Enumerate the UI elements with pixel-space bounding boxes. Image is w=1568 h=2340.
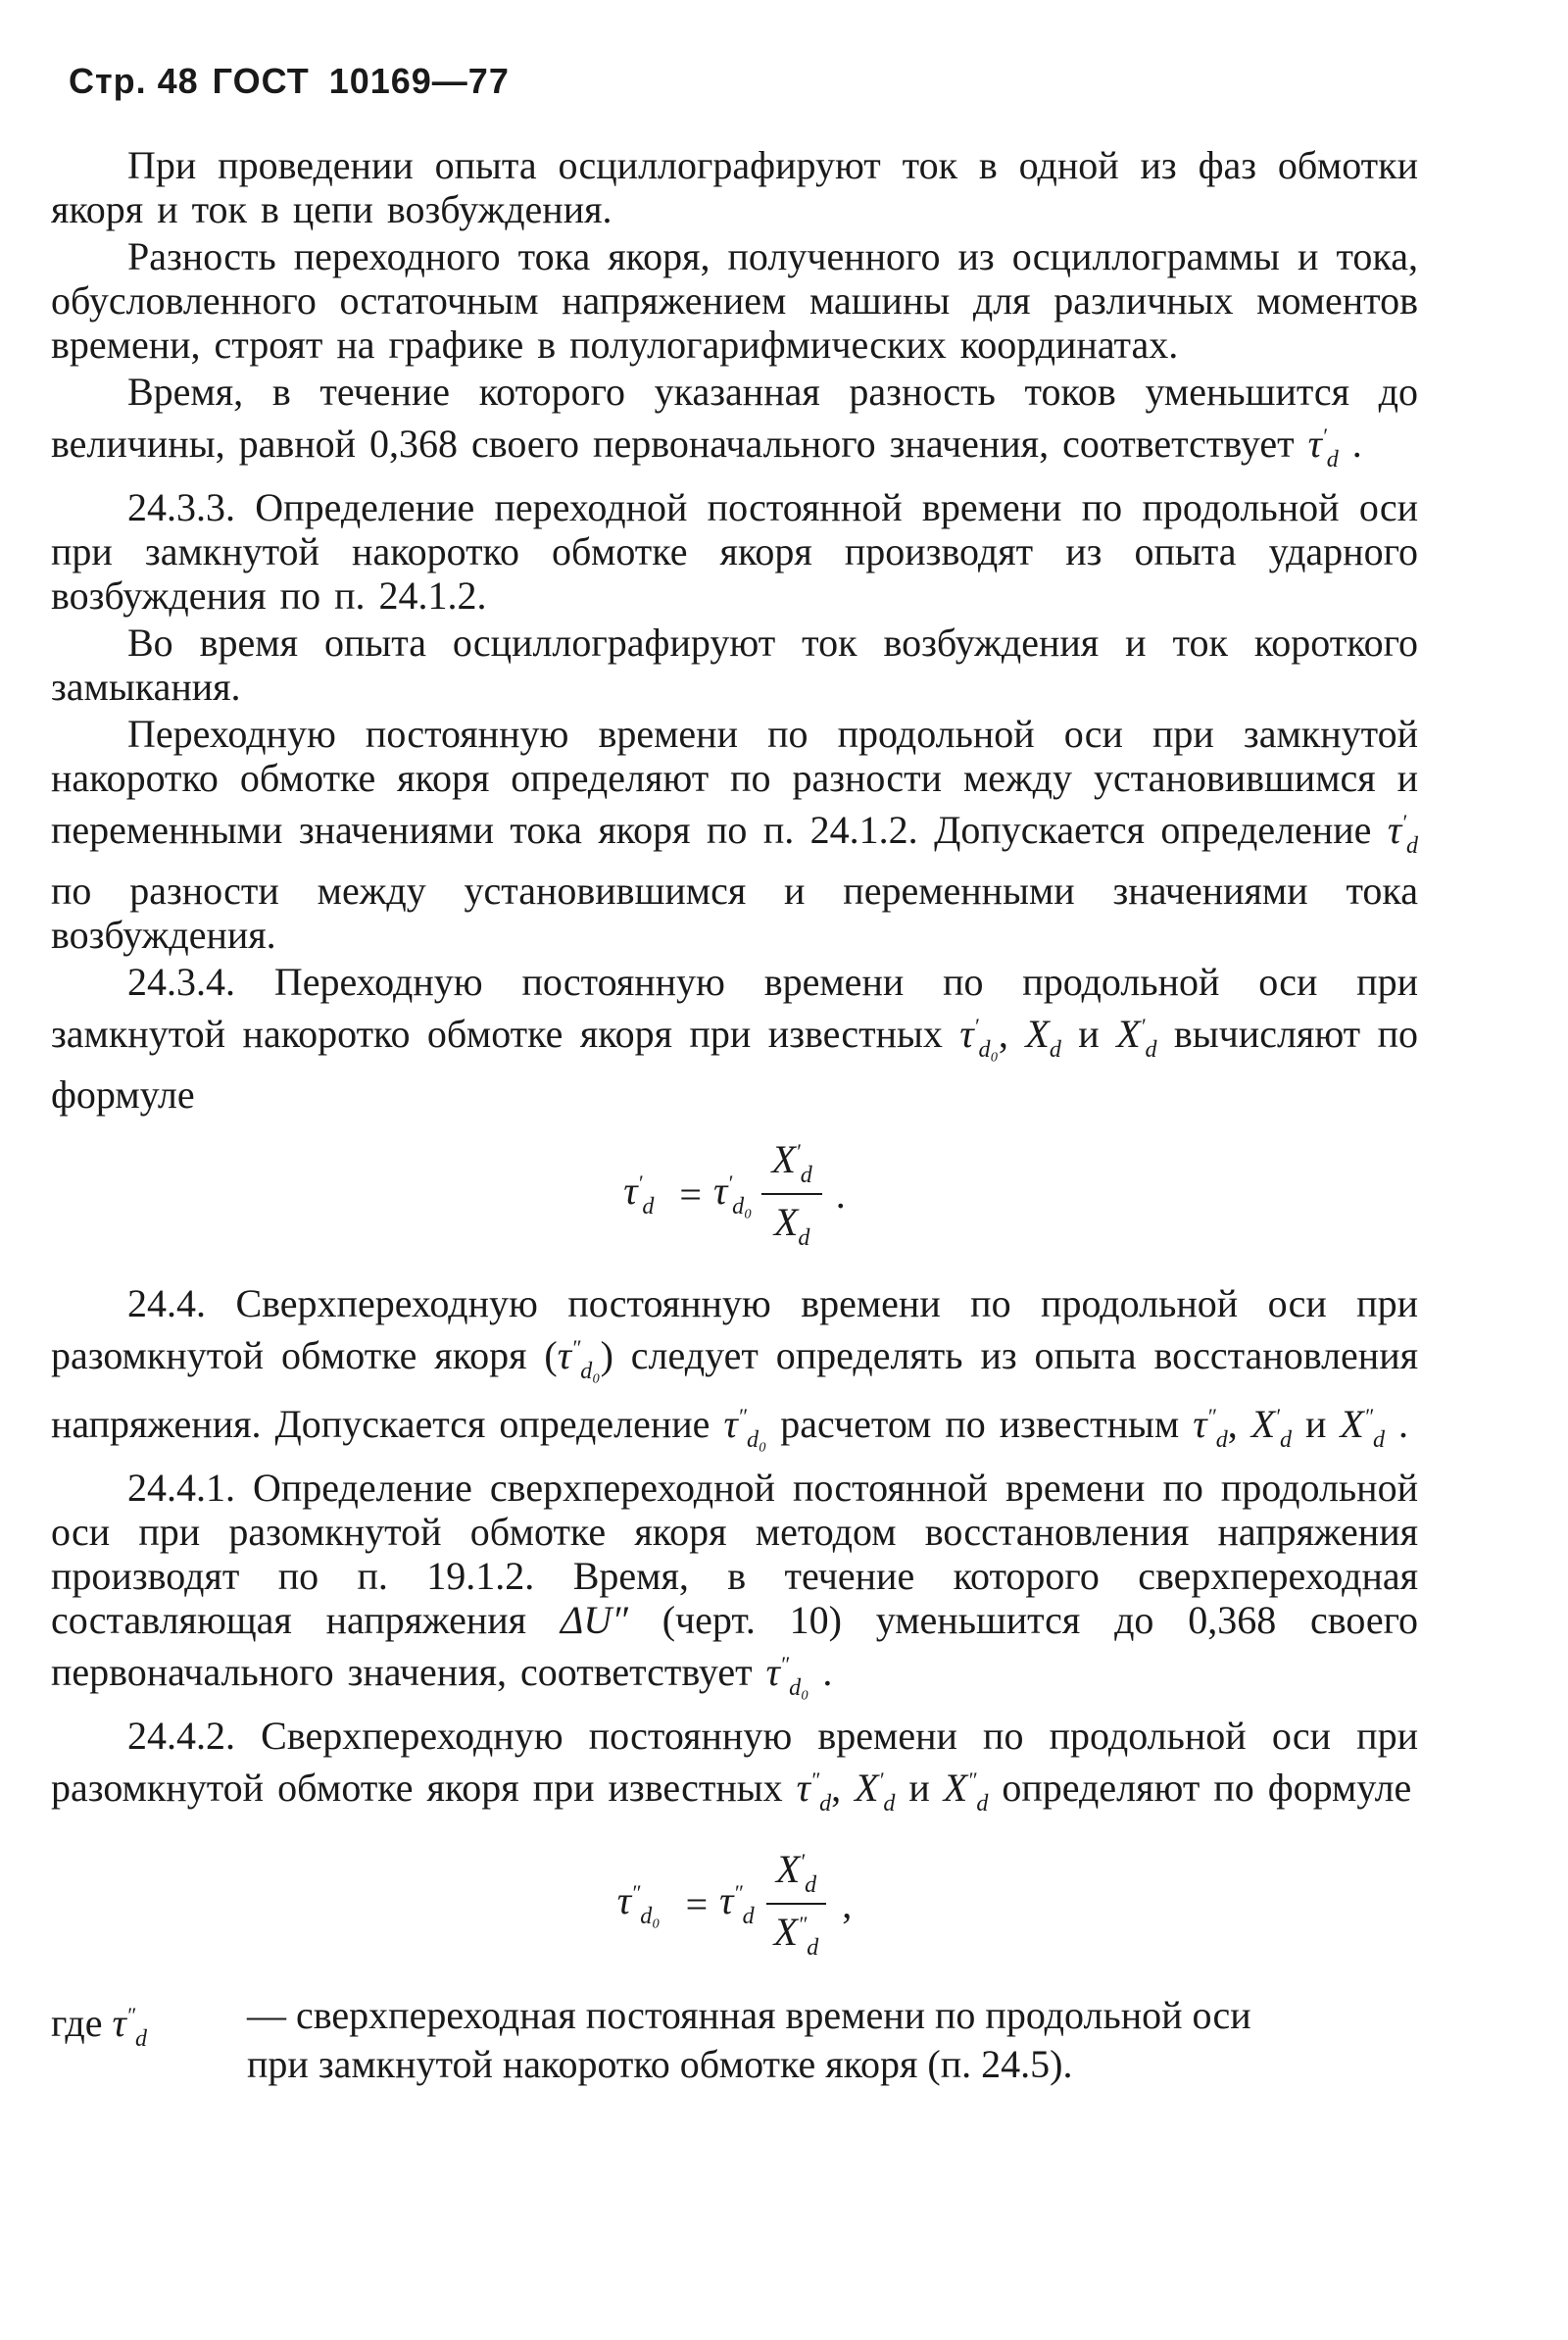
tau-d-prime-symbol: $\tau'_d$ <box>1387 808 1419 859</box>
formula-subtransient-time-constant: $\tau''_{d_0}$ = $\tau''_d$ $\frac{X'_d}{X''_d}$ , <box>616 1847 853 1961</box>
formula-lhs: $\tau'_d$ <box>623 1169 655 1220</box>
paragraph-1: При проведении опыта осциллографируют ток в одной из фаз обмотки якоря и ток в цепи возбуждения. <box>51 143 1418 231</box>
formula-tau-d: $\tau''_d$ <box>719 1878 755 1929</box>
standard-number: 10169—77 <box>328 61 510 101</box>
page-label: Стр. 48 <box>69 61 199 101</box>
paragraph-3: Время, в течение которого указанная разность токов уменьшится до величины, равной 0,368 своего первоначального значения, соответствует $\tau'_d$ . <box>51 370 1418 473</box>
tau-d-dprime-symbol: $\tau''_d$ <box>1193 1402 1228 1453</box>
xd-prime-symbol: $X'_d$ <box>1250 1402 1292 1453</box>
tau-d-dprime-symbol: $\tau''_d$ <box>112 2001 148 2052</box>
xd-symbol: $X_d$ <box>1025 1012 1061 1063</box>
tau-d0-dprime-symbol: $\tau''_{d_0}$ <box>765 1650 809 1701</box>
xd-dprime-symbol: $X''_d$ <box>943 1766 989 1817</box>
document-page <box>51 47 1418 2089</box>
paragraph-5: Во время опыта осциллографируют ток возбуждения и ток короткого замыкания. <box>51 621 1418 709</box>
formula-legend: где $\tau''_d$ — сверхпереходная постоянная времени по продольной оси при замкнутой накоротко обмотке якоря (п. 24.5). <box>51 1993 1251 2086</box>
formula-fraction: $\frac{X'_d}{X''_d}$ <box>764 1846 829 1962</box>
paragraph-24-4: 24.4. Сверхпереходную постоянную времени по продольной оси при разомкнутой обмотке якоря $(\tau''_{d_0})$ следует определять из опыта восстановления напряжения. Допускается определение $\tau''_{d_0}$ расчетом по известным $\tau''_d$, $X'_d$ и $X''_d$ . <box>51 1281 1418 1453</box>
standard-name: ГОСТ <box>212 61 310 101</box>
tau-d0-prime-symbol: $\tau'_{d_0}$ <box>959 1012 999 1063</box>
xd-prime-symbol: $X'_d$ <box>1116 1012 1157 1063</box>
page-header <box>69 61 1418 102</box>
formula-fraction: $\frac{X'_d}{X_d}$ <box>761 1136 821 1252</box>
paragraph-2: Разность переходного тока якоря, полученного из осциллограммы и тока, обусловленного остаточным напряжением машины для различных моментов времени, строят на графике в полулогарифмических координатах. <box>51 234 1418 367</box>
paragraph-24-3-4: 24.3.4. Переходную постоянную времени по продольной оси при замкнутой накоротко обмотке якоря при известных $\tau'_{d_0}$, $X_d$ и $X'_d$ вычисляют по формуле <box>51 960 1419 1117</box>
xd-dprime-symbol: $X''_d$ <box>1340 1402 1385 1453</box>
paragraph-24-4-2: 24.4.2. Сверхпереходную постоянную времени по продольной оси при разомкнутой обмотке якоря при известных $\tau''_d$, $X'_d$ и $X''_d$ определяют по формуле <box>51 1714 1418 1817</box>
tau-d0-dprime-symbol: $\tau''_{d_0}$ <box>557 1333 601 1384</box>
formula-transient-time-constant: $\tau'_d$ = $\tau'_{d_0}$ $\frac{X'_d}{X_d}$ . <box>623 1137 846 1251</box>
delta-u-symbol: ΔU″ <box>560 1598 628 1642</box>
formula-lhs: $\tau''_{d_0}$ <box>616 1878 661 1929</box>
tau-d-dprime-symbol: $\tau''_d$ <box>796 1766 832 1817</box>
tau-d-prime-symbol: $\tau'_d$ <box>1307 422 1339 473</box>
xd-prime-symbol: $X'_d$ <box>855 1766 896 1817</box>
formula-tau-d0: $\tau'_{d_0}$ <box>712 1169 753 1220</box>
tau-d0-dprime-symbol: $\tau''_{d_0}$ <box>723 1402 767 1453</box>
paragraph-24-3-3: 24.3.3. Определение переходной постоянной времени по продольной оси при замкнутой накоротко обмотке якоря производят из опыта ударного возбуждения по п. 24.1.2. <box>51 485 1418 618</box>
paragraph-24-4-1: 24.4.1. Определение сверхпереходной постоянной времени по продольной оси при разомкнутой обмотке якоря методом восстановления напряжения производят по п. 19.1.2. Время, в течение которого сверхпереходная составляющая напряжения ΔU″ (черт. 10) уменьшится до 0,368 своего первоначального значения, соответствует $\tau''_{d_0}$ . <box>51 1466 1419 1701</box>
paragraph-6: Переходную постоянную времени по продольной оси при замкнутой накоротко обмотке якоря определяют по разности между установившимся и переменными значениями тока якоря по п. 24.1.2. Допускается определение $\tau'_d$ по разности между установившимся и переменными значениями тока возбуждения. <box>51 712 1419 957</box>
